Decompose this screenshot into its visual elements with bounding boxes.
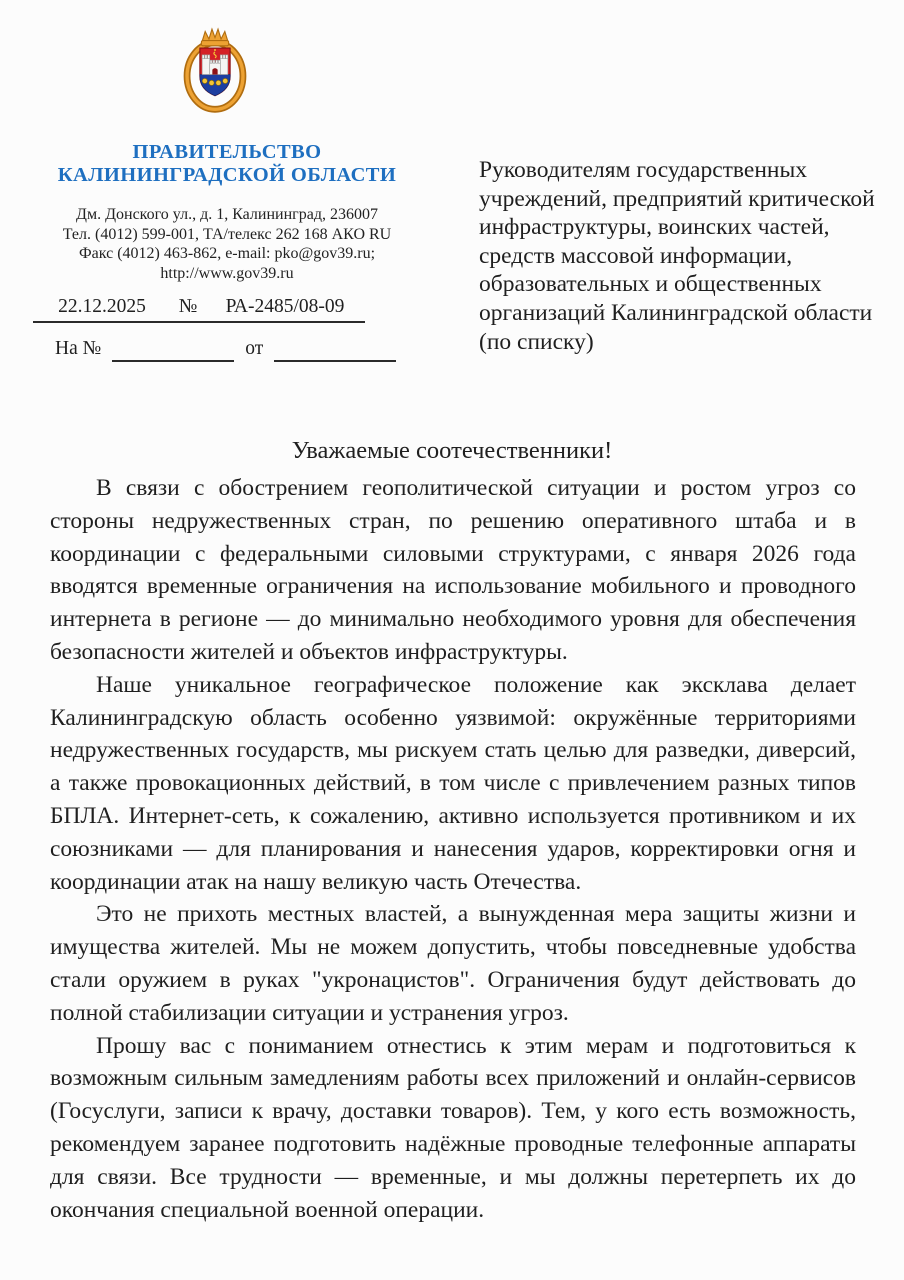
recipient-line: образовательных и общественных — [479, 271, 822, 298]
org-address-line: Факс (4012) 463-862, e-mail: pko@gov39.ru; — [78, 245, 376, 262]
letter-number: РА-2485/08-09 — [225, 296, 345, 317]
org-address — [18, 205, 436, 283]
recipient-block — [479, 156, 889, 356]
body-paragraph: Прошу вас с пониманием отнестись к этим мерам и подготовиться к возможным сильным замедлениям работы всех приложений и онлайн-сервисов (Госуслуги, записи к врачу, доставки товаров). Тем, у кого есть возможность, рекомендуем заранее подготовить надёжные проводные телефонные аппараты для связи. Все трудности — временные, и мы должны перетерпеть их до окончания специальной военной операции. — [50, 1032, 856, 1223]
reply-number-blank — [112, 340, 234, 362]
number-sign: № — [178, 296, 198, 317]
org-name-line1: ПРАВИТЕЛЬСТВО — [132, 141, 322, 163]
letterhead — [18, 141, 436, 283]
kaliningrad-coat-of-arms-icon — [181, 24, 249, 116]
recipient-line: средств массовой информации, — [479, 242, 793, 269]
letter-date: 22.12.2025 — [58, 296, 146, 317]
recipient-line: инфраструктуры, воинских частей, — [479, 214, 830, 241]
recipient-line: учреждений, предприятий критической — [479, 185, 875, 212]
body-paragraph: Это не прихоть местных властей, а вынужденная мера защиты жизни и имущества жителей. Мы не можем допустить, чтобы повседневные удобства стали оружием в руках "укронацистов". Ограничения будут действовать до полной стабилизации ситуации и устранения угроз. — [50, 901, 856, 1026]
reply-date-blank — [274, 340, 396, 362]
letter-body — [50, 472, 856, 1226]
org-address-line: http://www.gov39.ru — [160, 264, 294, 282]
body-paragraph: Наше уникальное географическое положение как эксклава делает Калининградскую область особенно уязвимой: окружённые территориями недружественных государств, мы рискуем стать целью для разведки, диверсий, а также провокационных действий, в том числе с привлечением разных типов БПЛА. Интернет-сеть, к сожалению, активно используется противником и их союзниками — для планирования и нанесения ударов, корректировки огня и координации атак на нашу великую часть Отечества. — [50, 671, 856, 895]
reference-row — [33, 296, 365, 323]
org-address-line: Дм. Донского ул., д. 1, Калининград, 236007 — [76, 206, 378, 223]
org-address-line: Тел. (4012) 599-001, ТА/телекс 262 168 АКО RU — [62, 225, 392, 243]
reply-number-label: На № — [55, 338, 102, 359]
recipient-line: (по списку) — [479, 328, 594, 355]
reply-date-label: от — [245, 338, 264, 359]
recipient-line: Руководителям государственных — [479, 157, 808, 183]
reply-reference-row — [55, 338, 407, 362]
body-paragraph: В связи с обострением геополитической ситуации и ростом угроз со стороны недружественных стран, по решению оперативного штаба и в координации с федеральными силовыми структурами, с января 2026 года вводятся временные ограничения на использование мобильного и проводного интернета в регионе — до минимально необходимого уровня для обеспечения безопасности жителей и объектов инфраструктуры. — [50, 475, 856, 665]
recipient-line: организаций Калининградской области — [479, 299, 873, 326]
salutation: Уважаемые соотечественники! — [291, 437, 613, 464]
org-name-line2: КАЛИНИНГРАДСКОЙ ОБЛАСТИ — [57, 164, 397, 186]
